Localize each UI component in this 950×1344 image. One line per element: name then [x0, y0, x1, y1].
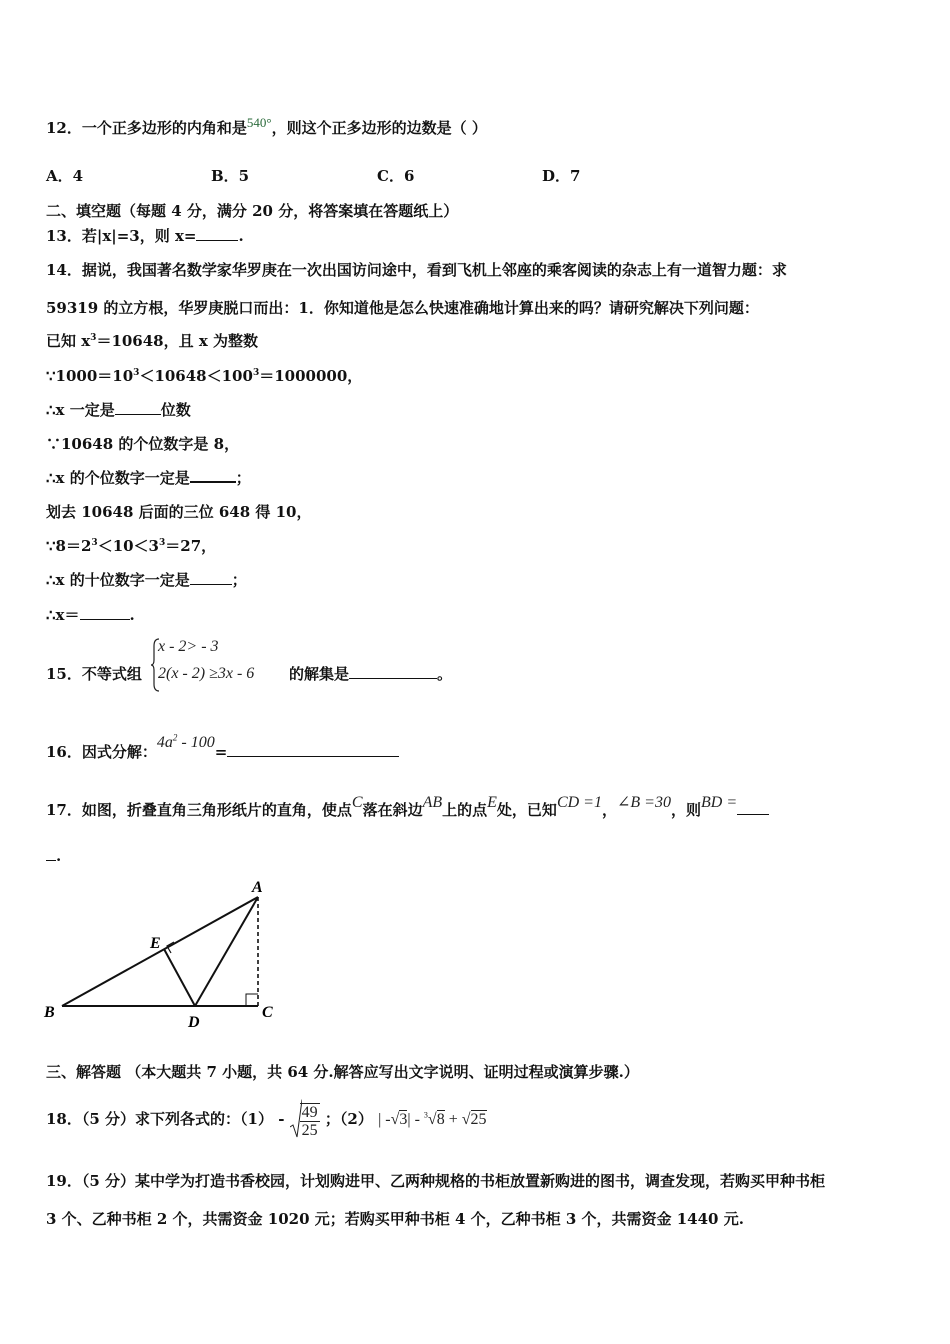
q14-line7-blank: [190, 467, 236, 483]
q14-line11: [46, 604, 135, 625]
q14-line9-a: ∵8＝2: [46, 537, 92, 555]
q14-line10-blank: [190, 570, 232, 585]
q14-line9: [46, 535, 216, 556]
q17-bd: BD =: [700, 794, 738, 811]
q14-line9-exp2: 3: [159, 538, 166, 548]
q13-end: .: [238, 227, 244, 245]
q14-line4-exp2: 3: [252, 368, 260, 378]
q17-point-c: C: [351, 794, 363, 811]
q17-blank: [737, 800, 769, 815]
q14-line4-e: ＝1000000，: [259, 367, 363, 385]
q18-abs-open: | -: [378, 1111, 391, 1128]
q14-line2: 59319 的立方根，华罗庚脱口而出：1．你知道他是怎么快速准确地计算出来的吗？请研究解决下列问题：: [46, 299, 759, 317]
q14-line3-exp: 3: [90, 333, 97, 343]
q15-answer: [289, 663, 452, 684]
q14-line10-a: ∴x 的十位数字一定是: [46, 571, 190, 589]
q14-line4-exp1: 3: [133, 368, 140, 378]
q14-line4-c: ＜10648＜100: [139, 367, 253, 385]
q12-option-a: A．4: [46, 167, 84, 185]
q18-sqrt-fraction: [290, 1099, 320, 1141]
q12-prefix: 12．一个正多边形的内角和是: [46, 119, 247, 137]
q18-prefix: 18．（5 分）求下列各式的：（1） -: [46, 1110, 285, 1128]
q14-line3-text: 已知 x: [46, 332, 91, 350]
q18-abs-close: | -: [407, 1111, 420, 1128]
q14-line5-a: ∴x 一定是: [46, 401, 115, 419]
segment-ed: [164, 949, 195, 1006]
q18-sqrt3: 3: [399, 1111, 408, 1128]
q14-line1: 14．据说，我国著名数学家华罗庚在一次出国访问途中，看到飞机上邻座的乘客阅读的杂志上有一道智力题：求: [46, 261, 787, 279]
q12-angle: 540°: [246, 115, 272, 130]
q15-inequality-1: x - 2> - 3: [158, 638, 219, 655]
q14-line4: [46, 365, 362, 386]
label-a: A: [252, 879, 263, 896]
q19-line2: 3 个、乙种书柜 2 个，共需资金 1020 元；若购买甲种书柜 4 个，乙种书柜 3 个，共需资金 1440 元.: [46, 1210, 744, 1228]
q14-line5: [46, 399, 191, 420]
q14-line5-b: 位数: [160, 401, 191, 419]
label-e: E: [150, 935, 161, 952]
fold-line-ad: [195, 897, 258, 1006]
q15-end: 。: [437, 665, 453, 683]
q18-plus: +: [448, 1111, 458, 1128]
q19-line1: 19．（5 分）某中学为打造书香校园，计划购进甲、乙两种规格的书柜放置新购进的图书，调查发现，若购买甲种书柜: [46, 1172, 826, 1190]
radical-icon: [290, 1099, 302, 1139]
q15-suffix: 的解集是: [289, 665, 350, 683]
q14-line3-rest: ＝10648，且 x 为整数: [96, 332, 259, 350]
q17-tail: [46, 846, 61, 865]
q14-line9-exp1: 3: [91, 538, 98, 548]
q17-t3: 上的点: [442, 801, 488, 819]
q12-option-b: B．5: [211, 167, 250, 185]
q14-line9-c: ＜10＜3: [97, 537, 159, 555]
q14-line3: [46, 330, 258, 351]
q16-expr-a: 4a: [156, 734, 173, 751]
q16-expr-exp: 2: [172, 732, 178, 743]
q14-line8: 划去 10648 后面的三位 648 得 10，: [46, 503, 312, 521]
q14-line6: ∵10648 的个位数字是 8，: [46, 435, 240, 453]
q14-line11-a: ∴x＝: [46, 606, 80, 624]
q18-fraction: [300, 1104, 320, 1139]
q14-line4-a: ∵1000＝10: [46, 367, 134, 385]
q16-eq: =: [214, 743, 228, 761]
q17-cd: CD =1: [556, 794, 602, 811]
q18-numerator: 49: [301, 1103, 318, 1121]
q12-option-d: D．7: [542, 167, 581, 185]
q14-line11-b: .: [129, 606, 135, 624]
section2-heading: 二、填空题（每题 4 分，满分 20 分，将答案填在答题纸上）: [46, 202, 459, 220]
q14-line7-b: ；: [235, 469, 251, 487]
q14-line7-a: ∴x 的个位数字一定是: [46, 469, 190, 487]
q15-blank: [349, 664, 437, 679]
q14-line5-blank: [115, 400, 161, 415]
q14-line10-b: ；: [231, 571, 247, 589]
q12-suffix: ，则这个正多边形的边数是（ ）: [271, 119, 487, 137]
q18-cube-radicand: 8: [436, 1111, 445, 1128]
q17-t4: 处，已知: [496, 801, 557, 819]
q17-comma2: ，则: [670, 801, 701, 819]
q13-blank: [196, 226, 238, 241]
label-d: D: [188, 1014, 200, 1031]
q16-prefix: 16．因式分解：: [46, 743, 157, 761]
q17-stem: [46, 792, 769, 820]
q16: [46, 734, 399, 762]
q17-point-e: E: [487, 794, 497, 811]
q14-line9-e: ＝27，: [165, 537, 217, 555]
q17-tail-dot: .: [56, 847, 62, 865]
q12-option-c: C．6: [377, 167, 415, 185]
q12-stem: [46, 115, 487, 138]
q17-t1: 17．如图，折叠直角三角形纸片的直角，使点: [46, 801, 352, 819]
q17-comma1: ，: [601, 801, 617, 819]
right-angle-c-icon: [246, 994, 258, 1006]
q16-blank: [227, 742, 399, 757]
q14-line11-blank: [80, 605, 130, 620]
q13: [46, 225, 244, 246]
q17-t2: 落在斜边: [362, 801, 423, 819]
section3-heading: 三、解答题 （本大题共 7 小题，共 64 分.解答应写出文字说明、证明过程或演算步骤.）: [46, 1063, 639, 1081]
q18: [46, 1098, 487, 1140]
q18-cube-index: 3: [423, 1110, 428, 1120]
q17-side-ab: AB: [422, 794, 443, 811]
q18-denominator: 25: [301, 1121, 318, 1139]
q15-inequality-2: 2(x - 2) ≥3x - 6: [158, 665, 255, 682]
label-b: B: [44, 1004, 55, 1021]
q18-sqrt25: 25: [470, 1111, 487, 1128]
triangle-figure: [40, 870, 290, 1035]
q15-prefix: 15．不等式组: [46, 665, 142, 683]
q17-angle-b: ∠B =30: [616, 794, 671, 811]
q14-line10: [46, 569, 247, 590]
q14-line7: [46, 467, 251, 488]
q18-mid: ；（2）: [324, 1110, 373, 1128]
q16-expression: [157, 734, 215, 751]
q16-expr-b: - 100: [177, 734, 215, 751]
q17-blank-tail: [46, 846, 56, 861]
label-c: C: [262, 1004, 273, 1021]
q13-text: 13．若|x|=3，则 x=: [46, 227, 197, 245]
q18-expression-2: | -√3| - $^3$√8 + √25: [378, 1110, 487, 1128]
